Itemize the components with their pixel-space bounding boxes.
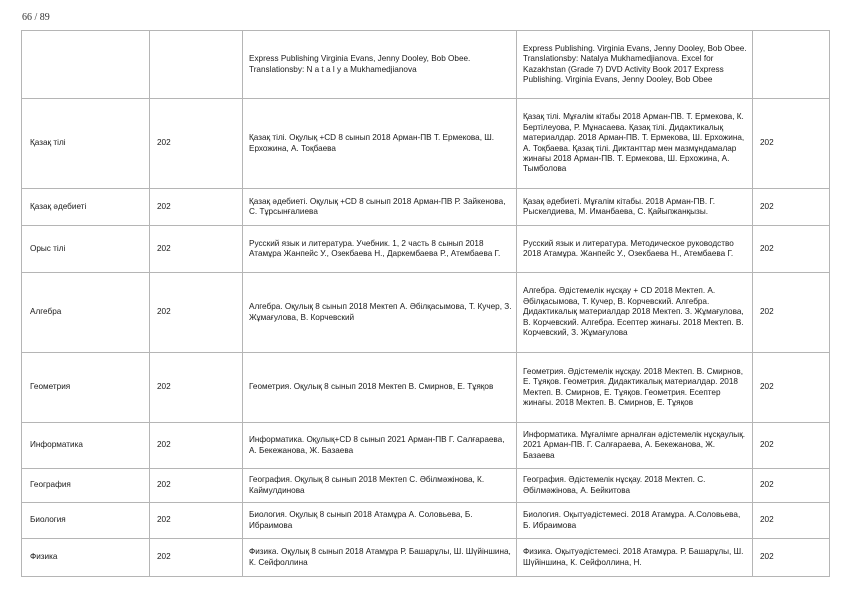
student-count-cell bbox=[150, 31, 243, 99]
student-count-cell: 202 bbox=[150, 423, 243, 469]
student-count-cell: 202 bbox=[150, 226, 243, 273]
materials-count-cell: 202 bbox=[753, 539, 830, 577]
table-row bbox=[22, 273, 830, 353]
textbook-cell: Русский язык и литература. Учебник. 1, 2 часть 8 сынып 2018 Атамұра Жанпейс У., Озекбаева Н., Даркембаева Р., Атембаева Г. bbox=[243, 226, 517, 273]
table-row bbox=[22, 226, 830, 273]
teaching-materials-cell: Информатика. Мұғалімге арналған әдістемелік нұсқаулық. 2021 Арман-ПВ. Г. Салғараева, А. Бекежанова, Ж. Базаева bbox=[517, 423, 753, 469]
teaching-materials-cell: Express Publishing. Virginia Evans, Jenny Dooley, Bob Obee. Translationsby: Natalya Mukhamedjianova. Excel for Kazakhstan (Grade 7) DVD Activity Book 2017 Express Publishing. Virginia Evans, Jenny Dooley, Bob Obee bbox=[517, 31, 753, 99]
table-row bbox=[22, 99, 830, 189]
table-row bbox=[22, 503, 830, 539]
student-count-cell: 202 bbox=[150, 353, 243, 423]
subject-cell: Алгебра bbox=[22, 273, 150, 353]
materials-count-cell: 202 bbox=[753, 273, 830, 353]
student-count-cell: 202 bbox=[150, 469, 243, 503]
page-number: 66 / 89 bbox=[22, 12, 50, 23]
textbook-table bbox=[21, 30, 830, 577]
table-row bbox=[22, 539, 830, 577]
textbook-cell: Қазақ әдебиеті. Оқулық +CD 8 сынып 2018 Арман-ПВ Р. Зайкенова, С. Тұрсынғалиева bbox=[243, 189, 517, 226]
teaching-materials-cell: Қазақ тілі. Мұғалім кітабы 2018 Арман-ПВ. Т. Ермекова, К. Бертілеуова, Р. Мұнасаева. Қазақ тілі. Дидактикалық материалдар. 2018 Арман-ПВ. Т. Ермекова, Ш. Ерхожина, А. Тоқбаева. Қазақ тілі. Диктанттар мен мазмұндамалар жинағы 2018 Арман-ПВ. Т. Ермекова, Ш. Ерхожина, А. Тымболова bbox=[517, 99, 753, 189]
student-count-cell: 202 bbox=[150, 503, 243, 539]
materials-count-cell: 202 bbox=[753, 469, 830, 503]
textbook-cell: География. Оқулық 8 сынып 2018 Мектеп С. Әбілмәжінова, К. Каймулдинова bbox=[243, 469, 517, 503]
student-count-cell: 202 bbox=[150, 539, 243, 577]
teaching-materials-cell: Физика. Оқытуәдістемесі. 2018 Атамұра. Р. Башарұлы, Ш. Шүйіншина, К. Сейфоллина, Н. bbox=[517, 539, 753, 577]
materials-count-cell: 202 bbox=[753, 353, 830, 423]
subject-cell: Қазақ әдебиеті bbox=[22, 189, 150, 226]
materials-count-cell: 202 bbox=[753, 226, 830, 273]
subject-cell: Биология bbox=[22, 503, 150, 539]
textbook-cell: Геометрия. Оқулық 8 сынып 2018 Мектеп В. Смирнов, Е. Тұяқов bbox=[243, 353, 517, 423]
textbook-cell: Express Publishing Virginia Evans, Jenny Dooley, Bob Obee. Translationsby: N a t a l y a Mukhamedjianova bbox=[243, 31, 517, 99]
materials-count-cell bbox=[753, 31, 830, 99]
teaching-materials-cell: Алгебра. Әдістемелік нұсқау + CD 2018 Мектеп. А. Әбілқасымова, Т. Кучер, В. Корчевский. Алгебра. Дидактикалық материалдар 2018 Мектеп. З. Жұмағулова, В. Корчевский. Алгебра. Есептер жинағы. 2018 Мектеп. В. Корчевский, З. Жұмағулова bbox=[517, 273, 753, 353]
textbook-cell: Физика. Оқулық 8 сынып 2018 Атамұра Р. Башарұлы, Ш. Шүйіншина, К. Сейфоллина bbox=[243, 539, 517, 577]
materials-count-cell: 202 bbox=[753, 423, 830, 469]
student-count-cell: 202 bbox=[150, 99, 243, 189]
teaching-materials-cell: География. Әдістемелік нұсқау. 2018 Мектеп. С. Әбілмәжінова, А. Бейкитова bbox=[517, 469, 753, 503]
student-count-cell: 202 bbox=[150, 273, 243, 353]
subject-cell: Физика bbox=[22, 539, 150, 577]
teaching-materials-cell: Геометрия. Әдістемелік нұсқау. 2018 Мектеп. В. Смирнов, Е. Тұяқов. Геометрия. Дидактикалық материалдар. 2018 Мектеп. В. Смирнов, Е. Тұяқов. Геометрия. Есептер жинағы. 2018 Мектеп. В. Смирнов, Е. Тұяқов bbox=[517, 353, 753, 423]
materials-count-cell: 202 bbox=[753, 503, 830, 539]
textbook-cell: Қазақ тілі. Оқулық +CD 8 сынып 2018 Арман-ПВ Т. Ермекова, Ш. Ерхожина, А. Тоқбаева bbox=[243, 99, 517, 189]
table-row bbox=[22, 189, 830, 226]
table-body bbox=[22, 31, 830, 577]
teaching-materials-cell: Биология. Оқытуәдістемесі. 2018 Атамұра. А.Соловьева, Б. Ибраимова bbox=[517, 503, 753, 539]
textbook-cell: Алгебра. Оқулық 8 сынып 2018 Мектеп А. Әбілқасымова, Т. Кучер, З. Жұмағулова, В. Корчевский bbox=[243, 273, 517, 353]
student-count-cell: 202 bbox=[150, 189, 243, 226]
teaching-materials-cell: Русский язык и литература. Методическое руководство 2018 Атамұра. Жанпейс У., Озекбаева Н., Атембаева Г. bbox=[517, 226, 753, 273]
teaching-materials-cell: Қазақ әдебиеті. Мұғалім кітабы. 2018 Арман-ПВ. Г. Рыскелдиева, М. Иманбаева, С. Қайыпжанқызы. bbox=[517, 189, 753, 226]
subject-cell: Геометрия bbox=[22, 353, 150, 423]
table-row bbox=[22, 423, 830, 469]
subject-cell bbox=[22, 31, 150, 99]
table-row bbox=[22, 31, 830, 99]
textbook-cell: Биология. Оқулық 8 сынып 2018 Атамұра А. Соловьева, Б. Ибраимова bbox=[243, 503, 517, 539]
subject-cell: Орыс тілі bbox=[22, 226, 150, 273]
subject-cell: География bbox=[22, 469, 150, 503]
textbook-cell: Информатика. Оқулық+CD 8 сынып 2021 Арман-ПВ Г. Салғараева, А. Бекежанова, Ж. Базаева bbox=[243, 423, 517, 469]
table-row bbox=[22, 469, 830, 503]
materials-count-cell: 202 bbox=[753, 189, 830, 226]
table-row bbox=[22, 353, 830, 423]
subject-cell: Қазақ тілі bbox=[22, 99, 150, 189]
subject-cell: Информатика bbox=[22, 423, 150, 469]
materials-count-cell: 202 bbox=[753, 99, 830, 189]
